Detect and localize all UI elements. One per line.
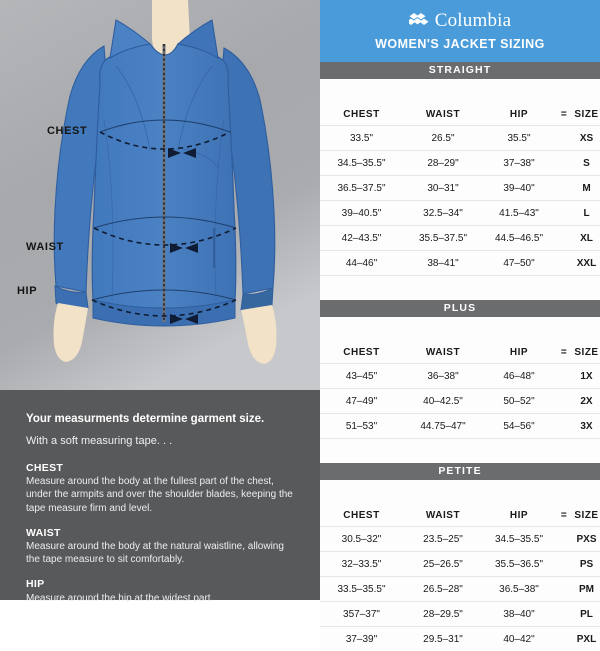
cell-chest: 39–40.5" (320, 201, 403, 226)
cell-size: PS (573, 552, 600, 577)
cell-size: PXL (573, 627, 600, 651)
cell-chest: 37–39" (320, 627, 403, 651)
cell-hip: 39–40" (483, 176, 555, 201)
cell-waist: 40–42.5" (403, 389, 483, 414)
measurement-instructions-panel (0, 390, 320, 600)
cell-equals (555, 389, 573, 414)
cell-waist: 44.75–47" (403, 414, 483, 439)
cell-chest: 357–37" (320, 602, 403, 627)
table-header-row (320, 504, 600, 527)
instruction-body-waist: Measure around the body at the natural waistline, allowing the tape measure to sit comfortably. (26, 540, 298, 566)
cell-waist: 35.5–37.5" (403, 226, 483, 251)
cell-size: XL (573, 226, 600, 251)
cell-chest: 32–33.5" (320, 552, 403, 577)
cell-size: 3X (573, 414, 600, 439)
column-header-hip: HIP (483, 103, 555, 126)
table-row (320, 627, 600, 651)
cell-hip: 50–52" (483, 389, 555, 414)
cell-hip: 44.5–46.5" (483, 226, 555, 251)
left-column (0, 0, 320, 600)
cell-equals (555, 226, 573, 251)
table-row (320, 577, 600, 602)
column-header-waist: WAIST (403, 504, 483, 527)
column-header-equals: = (555, 103, 573, 126)
cell-size: 1X (573, 364, 600, 389)
table-header-row (320, 341, 600, 364)
cell-waist: 25–26.5" (403, 552, 483, 577)
column-header-waist: WAIST (403, 103, 483, 126)
cell-waist: 36–38" (403, 364, 483, 389)
waist-label: WAIST (26, 241, 64, 253)
cell-chest: 34.5–35.5" (320, 151, 403, 176)
cell-equals (555, 364, 573, 389)
column-header-waist: WAIST (403, 341, 483, 364)
cell-waist: 28–29" (403, 151, 483, 176)
cell-chest: 36.5–37.5" (320, 176, 403, 201)
cell-hip: 40–42" (483, 627, 555, 651)
cell-chest: 33.5" (320, 126, 403, 151)
cell-chest: 47–49" (320, 389, 403, 414)
cell-equals (555, 627, 573, 651)
jacket-illustration (0, 0, 320, 390)
cell-waist: 23.5–25" (403, 527, 483, 552)
cell-hip: 46–48" (483, 364, 555, 389)
column-header-size: SIZE (573, 103, 600, 126)
cell-equals (555, 151, 573, 176)
cell-waist: 32.5–34" (403, 201, 483, 226)
table-row (320, 527, 600, 552)
cell-size: M (573, 176, 600, 201)
cell-equals (555, 251, 573, 276)
cell-waist: 28–29.5" (403, 602, 483, 627)
hip-label: HIP (17, 285, 37, 297)
cell-size: XS (573, 126, 600, 151)
cell-size: XXL (573, 251, 600, 276)
section-header-plus: PLUS (320, 300, 600, 317)
section-header-straight: STRAIGHT (320, 62, 600, 79)
column-header-chest: CHEST (320, 103, 403, 126)
table-row (320, 151, 600, 176)
table-row (320, 176, 600, 201)
chest-label: CHEST (47, 125, 87, 137)
cell-hip: 41.5–43" (483, 201, 555, 226)
sizing-table-plus (320, 317, 600, 463)
cell-size: S (573, 151, 600, 176)
sizing-table-straight (320, 79, 600, 300)
instructions-title: Your measurments determine garment size. (26, 412, 298, 426)
columbia-diamond-logo-icon (409, 13, 431, 28)
cell-equals (555, 176, 573, 201)
instruction-heading-waist: WAIST (26, 526, 298, 540)
cell-chest: 44–46" (320, 251, 403, 276)
cell-equals (555, 527, 573, 552)
cell-waist: 26.5" (403, 126, 483, 151)
section-header-petite: PETITE (320, 463, 600, 480)
sizing-table-petite (320, 480, 600, 651)
cell-size: PM (573, 577, 600, 602)
table-row (320, 251, 600, 276)
instruction-body-chest: Measure around the body at the fullest part of the chest, under the armpits and over the shoulder blades, keeping the tape measure firm and level. (26, 475, 298, 515)
instruction-heading-hip: HIP (26, 577, 298, 591)
column-header-chest: CHEST (320, 504, 403, 527)
table-header-row (320, 103, 600, 126)
cell-hip: 36.5–38" (483, 577, 555, 602)
cell-hip: 54–56" (483, 414, 555, 439)
table-row (320, 126, 600, 151)
cell-equals (555, 577, 573, 602)
table-row (320, 364, 600, 389)
cell-hip: 37–38" (483, 151, 555, 176)
column-header-hip: HIP (483, 504, 555, 527)
cell-chest: 30.5–32" (320, 527, 403, 552)
cell-equals (555, 201, 573, 226)
table-row (320, 602, 600, 627)
cell-chest: 42–43.5" (320, 226, 403, 251)
cell-equals (555, 414, 573, 439)
table-row (320, 226, 600, 251)
cell-waist: 26.5–28" (403, 577, 483, 602)
column-header-hip: HIP (483, 341, 555, 364)
cell-waist: 30–31" (403, 176, 483, 201)
table-row (320, 389, 600, 414)
column-header-equals: = (555, 504, 573, 527)
brand-header (320, 0, 600, 62)
jacket-diagram-svg (0, 0, 320, 390)
cell-equals (555, 552, 573, 577)
cell-waist: 38–41" (403, 251, 483, 276)
table-row (320, 552, 600, 577)
brand-name: Columbia (435, 11, 512, 30)
table-row (320, 414, 600, 439)
cell-chest: 43–45" (320, 364, 403, 389)
cell-chest: 51–53" (320, 414, 403, 439)
cell-hip: 38–40" (483, 602, 555, 627)
instruction-heading-chest: CHEST (26, 461, 298, 475)
cell-size: PL (573, 602, 600, 627)
cell-hip: 35.5–36.5" (483, 552, 555, 577)
cell-equals (555, 602, 573, 627)
instructions-subtitle: With a soft measuring tape. . . (26, 435, 298, 449)
table-row (320, 201, 600, 226)
cell-hip: 35.5" (483, 126, 555, 151)
column-header-equals: = (555, 341, 573, 364)
cell-size: PXS (573, 527, 600, 552)
cell-size: L (573, 201, 600, 226)
brand-subtitle: WOMEN'S JACKET SIZING (375, 37, 545, 51)
sizing-tables-column (320, 0, 600, 600)
cell-chest: 33.5–35.5" (320, 577, 403, 602)
column-header-chest: CHEST (320, 341, 403, 364)
column-header-size: SIZE (573, 504, 600, 527)
cell-equals (555, 126, 573, 151)
cell-hip: 47–50" (483, 251, 555, 276)
instruction-body-hip: Measure around the hip at the widest part. (26, 592, 298, 605)
column-header-size: SIZE (573, 341, 600, 364)
cell-size: 2X (573, 389, 600, 414)
cell-waist: 29.5–31" (403, 627, 483, 651)
cell-hip: 34.5–35.5" (483, 527, 555, 552)
